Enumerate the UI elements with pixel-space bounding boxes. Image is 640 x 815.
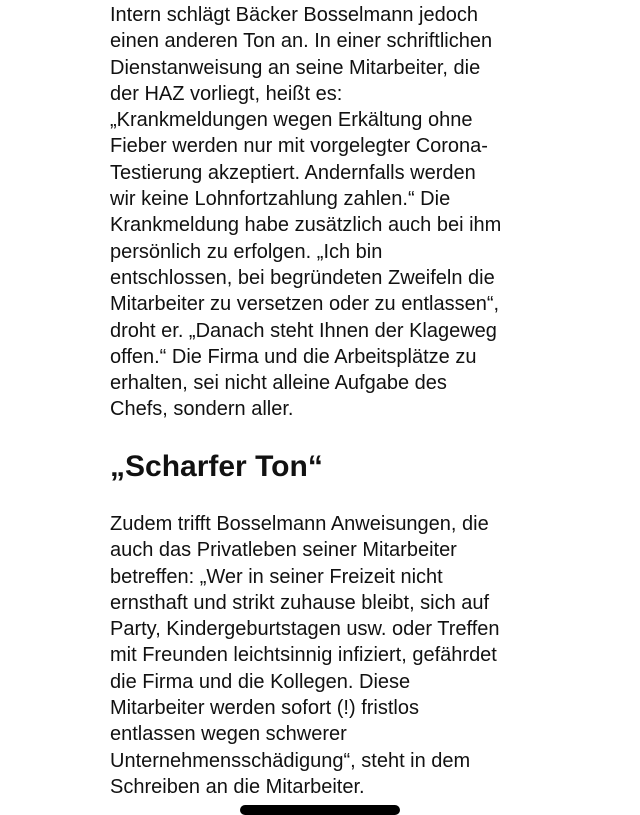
home-indicator[interactable] xyxy=(240,805,400,815)
text-line: betreffen: „Wer in seiner Freizeit nicht xyxy=(110,565,443,588)
text-line: entschlossen, bei begründeten Zweifeln die xyxy=(110,266,495,289)
text-line: offen.“ Die Firma und die Arbeitsplätze zu xyxy=(110,345,477,368)
text-line: Mitarbeiter werden sofort (!) fristlos xyxy=(110,697,419,720)
text-line: Intern schlägt Bäcker Bosselmann jedoch xyxy=(110,4,478,26)
text-line: Krankmeldung habe zusätzlich auch bei ihm xyxy=(110,214,502,237)
text-line: persönlich zu erfolgen. „Ich bin xyxy=(110,240,383,263)
text-line: Zudem trifft Bosselmann Anweisungen, die xyxy=(110,513,489,535)
text-line: Testierung akzeptiert. Andernfalls werden xyxy=(110,161,476,184)
text-line: Dienstanweisung an seine Mitarbeiter, die xyxy=(110,56,481,79)
article-paragraph-1 xyxy=(110,0,535,423)
text-line: Fieber werden nur mit vorgelegter Corona- xyxy=(110,135,488,158)
text-line: die Firma und die Kollegen. Diese xyxy=(110,670,411,693)
text-line: entlassen wegen schwerer xyxy=(110,723,347,746)
text-line: Schreiben an die Mitarbeiter. xyxy=(110,775,365,798)
text-line: auch das Privatleben seiner Mitarbeiter xyxy=(110,539,457,562)
text-line: „Krankmeldungen wegen Erkältung ohne xyxy=(110,109,473,132)
text-line: Mitarbeiter zu versetzen oder zu entlassen“, xyxy=(110,293,500,316)
article-paragraph-2 xyxy=(110,511,535,800)
text-line: Chefs, sondern aller. xyxy=(110,398,294,421)
text-line: einen anderen Ton an. In einer schriftlichen xyxy=(110,30,493,53)
text-line: ernsthaft und strikt zuhause bleibt, sich auf xyxy=(110,591,490,614)
article-column xyxy=(110,0,535,798)
text-line: Unternehmensschädigung“, steht in dem xyxy=(110,749,471,772)
text-line: Party, Kindergeburtstagen usw. oder Treffen xyxy=(110,618,500,641)
text-line: mit Freunden leichtsinnig infiziert, gefährdet xyxy=(110,644,497,667)
text-line: der HAZ vorliegt, heißt es: xyxy=(110,82,343,105)
text-line: wir keine Lohnfortzahlung zahlen.“ Die xyxy=(110,188,451,211)
section-heading: „Scharfer Ton“ xyxy=(110,450,323,483)
text-line: droht er. „Danach steht Ihnen der Klageweg xyxy=(110,319,497,342)
text-line: erhalten, sei nicht alleine Aufgabe des xyxy=(110,372,447,395)
